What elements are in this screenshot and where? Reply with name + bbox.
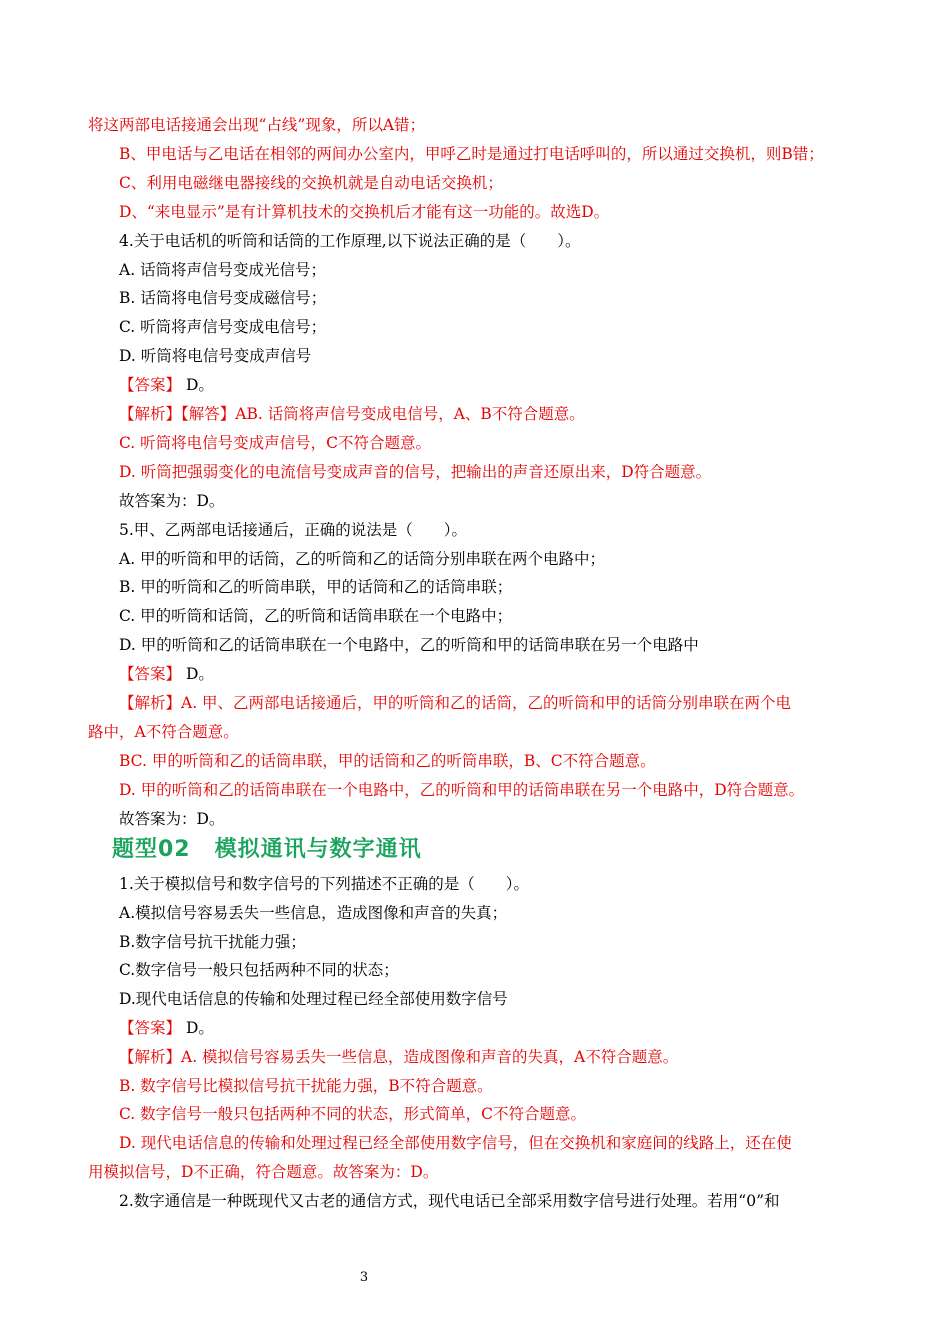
text-line: 4.关于电话机的听筒和话筒的工作原理,以下说法正确的是（ ）。 [119, 231, 581, 250]
text-line: D. 听筒把强弱变化的电流信号变成声音的信号，把输出的声音还原出来，D符合题意。 [119, 462, 712, 481]
text-line: 5.甲、乙两部电话接通后，正确的说法是（ ）。 [119, 520, 468, 539]
text-line: B. 甲的听筒和乙的听筒串联，甲的话筒和乙的话筒串联； [119, 578, 513, 597]
text-line: 路中，A不符合题意。 [88, 722, 239, 741]
text-line: 【答案】 D。 [119, 1019, 214, 1037]
text-line: 1.关于模拟信号和数字信号的下列描述不正确的是（ ）。 [119, 875, 530, 893]
text-line: D. 甲的听筒和乙的话筒串联在一个电路中，乙的听筒和甲的话筒串联在另一个电路中，D符合题意。 [119, 780, 805, 799]
text-line: D. 现代电话信息的传输和处理过程已经全部使用数字信号，但在交换机和家庭间的线路上，还在使 [119, 1134, 792, 1153]
text-line: D. 甲的听筒和乙的话筒串联在一个电路中，乙的听筒和甲的话筒串联在另一个电路中 [119, 636, 699, 655]
text-line: C. 听筒将声信号变成电信号； [119, 318, 327, 337]
text-line: 【解析】A. 模拟信号容易丢失一些信息，造成图像和声音的失真，A不符合题意。 [119, 1047, 679, 1066]
text-line: 2.数字通信是一种既现代又古老的通信方式，现代电话已全部采用数字信号进行处理。若用“0”和 [119, 1191, 780, 1210]
text-line: C. 数字信号一般只包括两种不同的状态，形式简单，C不符合题意。 [119, 1105, 587, 1124]
text-line: A. 话筒将声信号变成光信号； [119, 260, 327, 279]
text-line: C、利用电磁继电器接线的交换机就是自动电话交换机； [119, 173, 503, 192]
text-line: B. 数字信号比模拟信号抗干扰能力强，B不符合题意。 [119, 1076, 493, 1095]
text-line: 将这两部电话接通会出现“占线”现象，所以A错； [88, 116, 426, 134]
text-line: 【解析】【解答】AB. 话筒将声信号变成电信号，A、B不符合题意。 [119, 405, 585, 423]
section-title: 模拟通讯与数字通讯 [214, 837, 422, 862]
text-line: B.数字信号抗干扰能力强； [119, 932, 306, 951]
text-line: D、“来电显示”是有计算机技术的交换机后才能有这一功能的。故选D。 [119, 202, 610, 221]
text-line: B. 话筒将电信号变成磁信号； [119, 289, 327, 308]
text-line: C.数字信号一般只包括两种不同的状态； [119, 961, 399, 980]
text-line: C. 甲的听筒和话筒，乙的听筒和话筒串联在一个电路中； [119, 607, 513, 626]
text-line: 故答案为：D。 [119, 809, 225, 828]
text-line: D.现代电话信息的传输和处理过程已经全部使用数字信号 [119, 990, 508, 1009]
text-line: B、甲电话与乙电话在相邻的两间办公室内，甲呼乙时是通过打电话呼叫的，所以通过交换机，则B错； [119, 144, 824, 163]
text-line: 故答案为：D。 [119, 491, 225, 510]
text-line: 用模拟信号，D不正确，符合题意。故答案为：D。 [88, 1163, 439, 1181]
text-line: A. 甲的听筒和甲的话筒，乙的听筒和乙的话筒分别串联在两个电路中； [119, 549, 606, 568]
text-line: D. 听筒将电信号变成声信号 [119, 347, 312, 366]
text-line: C. 听筒将电信号变成声信号，C不符合题意。 [119, 433, 432, 452]
text-line: BC. 甲的听筒和乙的话筒串联，甲的话筒和乙的听筒串联，B、C不符合题意。 [119, 751, 656, 770]
section-number: 题型02 [112, 837, 191, 862]
text-line: A.模拟信号容易丢失一些信息，造成图像和声音的失真； [119, 903, 508, 922]
text-line: 【解析】A. 甲、乙两部电话接通后，甲的听筒和乙的话筒，乙的听筒和甲的话筒分别串联在两个电 [119, 694, 792, 712]
section-heading [112, 832, 446, 863]
text-line: 【答案】 D。 [119, 376, 214, 395]
page-number: 3 [359, 1270, 369, 1285]
text-line: 【答案】 D。 [119, 665, 214, 684]
